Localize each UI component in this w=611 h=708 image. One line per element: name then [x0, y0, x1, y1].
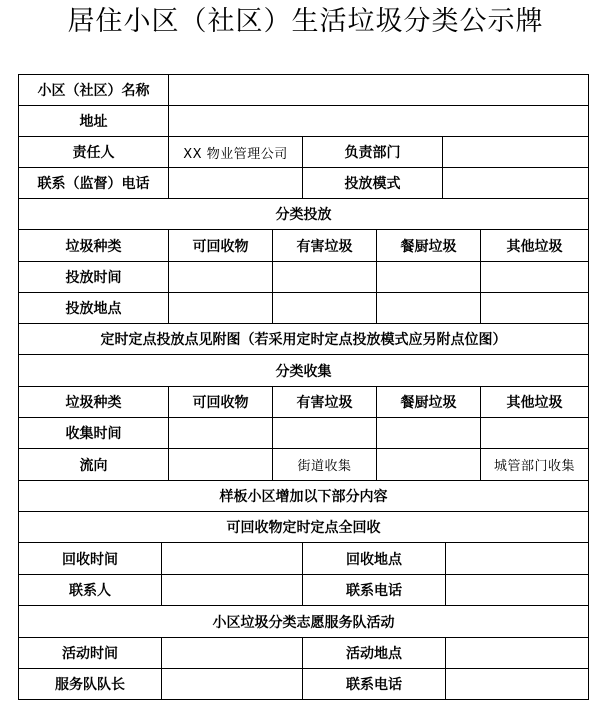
disposal-time-hazardous-cell[interactable] [273, 262, 377, 292]
disposal-header-hazardous: 有害垃圾 [273, 230, 377, 261]
community-name-row [19, 75, 588, 106]
disposal-time-recyclable-cell[interactable] [169, 262, 273, 292]
disposal-time-kitchen-cell[interactable] [377, 262, 481, 292]
disposal-note-row [19, 324, 588, 355]
collection-time-other-cell[interactable] [481, 418, 588, 448]
activity-place-value[interactable] [446, 638, 588, 668]
activity-time-value[interactable] [162, 638, 303, 668]
collection-section-row [19, 355, 588, 387]
captain-phone-value[interactable] [446, 669, 588, 699]
recycle-time-row [19, 543, 588, 575]
responsible-label: 责任人 [19, 137, 169, 167]
page-title: 居住小区（社区）生活垃圾分类公示牌 [67, 6, 544, 37]
address-label: 地址 [19, 106, 169, 136]
phone-row [19, 168, 588, 199]
activity-row [19, 638, 588, 669]
disposal-header-kitchen: 餐厨垃圾 [377, 230, 481, 261]
collection-flow-row [19, 449, 588, 481]
contact-phone-label: 联系电话 [303, 575, 446, 605]
sample-intro-row [19, 481, 588, 512]
department-label: 负责部门 [303, 137, 443, 167]
disposal-place-hazardous-cell[interactable] [273, 293, 377, 323]
disposal-section-row [19, 199, 588, 230]
disposal-place-label: 投放地点 [19, 293, 169, 323]
disposal-note: 定时定点投放点见附图（若采用定时定点投放模式应另附点位图） [100, 332, 507, 348]
collection-header-row [19, 387, 588, 418]
collection-time-recyclable-cell[interactable] [169, 418, 273, 448]
community-name-label: 小区（社区）名称 [19, 75, 169, 105]
phone-label: 联系（监督）电话 [19, 168, 169, 198]
disposal-time-row [19, 262, 588, 293]
collection-time-row [19, 418, 588, 449]
contact-value[interactable] [162, 575, 303, 605]
disposal-place-row [19, 293, 588, 324]
address-row [19, 106, 588, 137]
activity-place-label: 活动地点 [303, 638, 446, 668]
disposal-time-label: 投放时间 [19, 262, 169, 292]
mode-label: 投放模式 [303, 168, 443, 198]
contact-phone-value[interactable] [446, 575, 588, 605]
collection-section-title: 分类收集 [275, 363, 332, 380]
recycle-time-value[interactable] [162, 543, 303, 574]
activity-time-label: 活动时间 [19, 638, 162, 668]
sample-intro: 样板小区增加以下部分内容 [219, 489, 388, 505]
captain-row [19, 669, 588, 699]
collection-flow-label: 流向 [19, 449, 169, 480]
recycle-contact-row [19, 575, 588, 606]
recycle-title-row [19, 512, 588, 543]
phone-value[interactable] [169, 168, 303, 198]
collection-header-hazardous: 有害垃圾 [273, 387, 377, 417]
recycle-time-label: 回收时间 [19, 543, 162, 574]
disposal-header-recyclable: 可回收物 [169, 230, 273, 261]
captain-value[interactable] [162, 669, 303, 699]
recycle-place-label: 回收地点 [303, 543, 446, 574]
disposal-place-kitchen-cell[interactable] [377, 293, 481, 323]
captain-label: 服务队队长 [19, 669, 162, 699]
community-name-value[interactable] [169, 75, 588, 105]
disposal-header-other: 其他垃圾 [506, 238, 563, 255]
flow-kitchen-cell[interactable] [377, 449, 481, 480]
disposal-time-other-cell[interactable] [481, 262, 588, 292]
recycle-section-title: 可回收物定时定点全回收 [226, 520, 381, 536]
recycle-place-value[interactable] [446, 543, 588, 574]
contact-label: 联系人 [19, 575, 162, 605]
collection-time-hazardous-cell[interactable] [273, 418, 377, 448]
volunteer-section-title: 小区垃圾分类志愿服务队活动 [212, 614, 395, 631]
collection-time-label: 收集时间 [19, 418, 169, 448]
flow-other-cell[interactable]: 城管部门收集 [493, 459, 575, 474]
disposal-place-recyclable-cell[interactable] [169, 293, 273, 323]
responsible-row [19, 137, 588, 168]
notice-table [18, 74, 589, 700]
disposal-header-category: 垃圾种类 [19, 230, 169, 261]
mode-value[interactable] [443, 168, 588, 198]
collection-header-recyclable: 可回收物 [169, 387, 273, 417]
disposal-section-title: 分类投放 [275, 207, 332, 223]
collection-header-other: 其他垃圾 [506, 395, 563, 411]
disposal-place-other-cell[interactable] [481, 293, 588, 323]
collection-time-kitchen-cell[interactable] [377, 418, 481, 448]
volunteer-title-row [19, 606, 588, 638]
flow-hazardous-cell[interactable]: 街道收集 [273, 449, 377, 480]
captain-phone-label: 联系电话 [303, 669, 446, 699]
department-value[interactable] [443, 137, 588, 167]
address-value[interactable] [169, 106, 588, 136]
collection-header-category: 垃圾种类 [19, 387, 169, 417]
flow-recyclable-cell[interactable] [169, 449, 273, 480]
disposal-header-row [19, 230, 588, 262]
collection-header-kitchen: 餐厨垃圾 [377, 387, 481, 417]
responsible-value[interactable]: XX 物业管理公司 [169, 137, 303, 167]
